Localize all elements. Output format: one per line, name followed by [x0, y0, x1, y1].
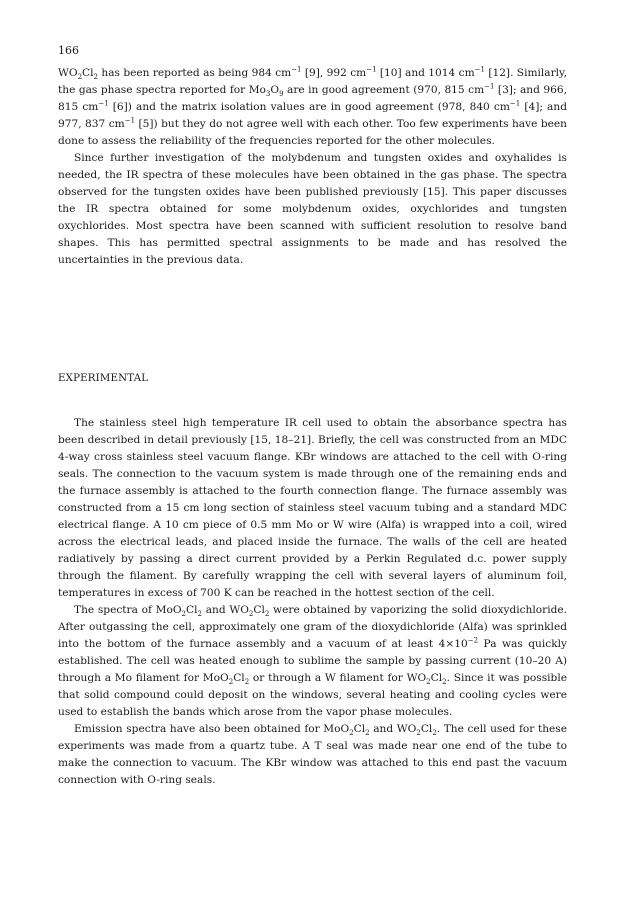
page-number: 166 [58, 44, 79, 57]
experimental-text [58, 415, 567, 789]
paragraph: The spectra of $MoO_2Cl_2$ and $WO_2Cl_2$ were obtained by vaporizing the solid dioxydichloride. After outgassing the cell, approximately one gram of the dioxydichloride (Alfa) was sprinkled into the bottom of the furnace assembly and a vacuum of at least $4\times 10^{-2}$ Pa was quickly established. The cell was heated enough to sublime the sample by passing current (10–20 A) through a Mo filament for $MoO_2Cl_2$ or through a W filament for $WO_2Cl_2$. Since it was possible that solid compound could deposit on the windows, several heating and cooling cycles were used to establish the bands which arose from the vapor phase molecules. [58, 604, 568, 718]
introduction-text [58, 65, 567, 269]
paragraph: The stainless steel high temperature IR cell used to obtain the absorbance spectra has been described in detail previously [15, 18–21]. Briefly, the cell was constructed from an MDC 4-way cross stainless steel vacuum flange. KBr windows are attached to the cell with O-ring seals. The connection to the vacuum system is made through one of the remaining ends and the furnace assembly is attached to the fourth connection flange. The furnace assembly was constructed from a 15 cm long section of stainless steel vacuum tubing and a standard MDC electrical flange. A 10 cm piece of 0.5 mm Mo or W wire (Alfa) is wrapped into a coil, wired across the electrical leads, and placed inside the furnace. The walls of the cell are heated radiatively by passing a direct current provided by a Perkin Regulated d.c. power supply through the filament. By carefully wrapping the cell with several layers of aluminum foil, temperatures in excess of 700 K can be reached in the hottest section of the cell. [58, 417, 567, 599]
paragraph: Emission spectra have also been obtained for $MoO_2Cl_2$ and $WO_2Cl_2$. The cell used for these experiments was made from a quartz tube. A T seal was made near one end of the tube to make the connection to vacuum. The KBr window was attached to this end past the vacuum connection with O-ring seals. [58, 723, 568, 786]
section-heading: EXPERIMENTAL [58, 373, 149, 384]
paragraph: $WO_2Cl_2$ has been reported as being 984 $cm^{-1}$ [9], 992 $cm^{-1}$ [10] and 1014 $cm^{-1}$ [12]. Similarly, the gas phase spectra reported for $Mo_3O_9$ are in good agreement (970, 815 $cm^{-1}$ [3]; and 966, 815 $cm^{-1}$ [6]) and the matrix isolation values are in good agreement (978, 840 $cm^{-1}$ [4]; and 977, 837 $cm^{-1}$ [5]) but they do not agree well with each other. Too few experiments have been done to assess the reliability of the frequencies reported for the other molecules. [58, 65, 567, 147]
paragraph: Since further investigation of the molybdenum and tungsten oxides and oxyhalides is needed, the IR spectra of these molecules have been obtained in the gas phase. The spectra observed for the tungsten oxides have been published previously [15]. This paper discusses the IR spectra obtained for some molybdenum oxides, oxychlorides and tungsten oxychlorides. Most spectra have been scanned with sufficient resolution to resolve band shapes. This has permitted spectral assignments to be made and has resolved the uncertainties in the previous data. [58, 152, 567, 266]
